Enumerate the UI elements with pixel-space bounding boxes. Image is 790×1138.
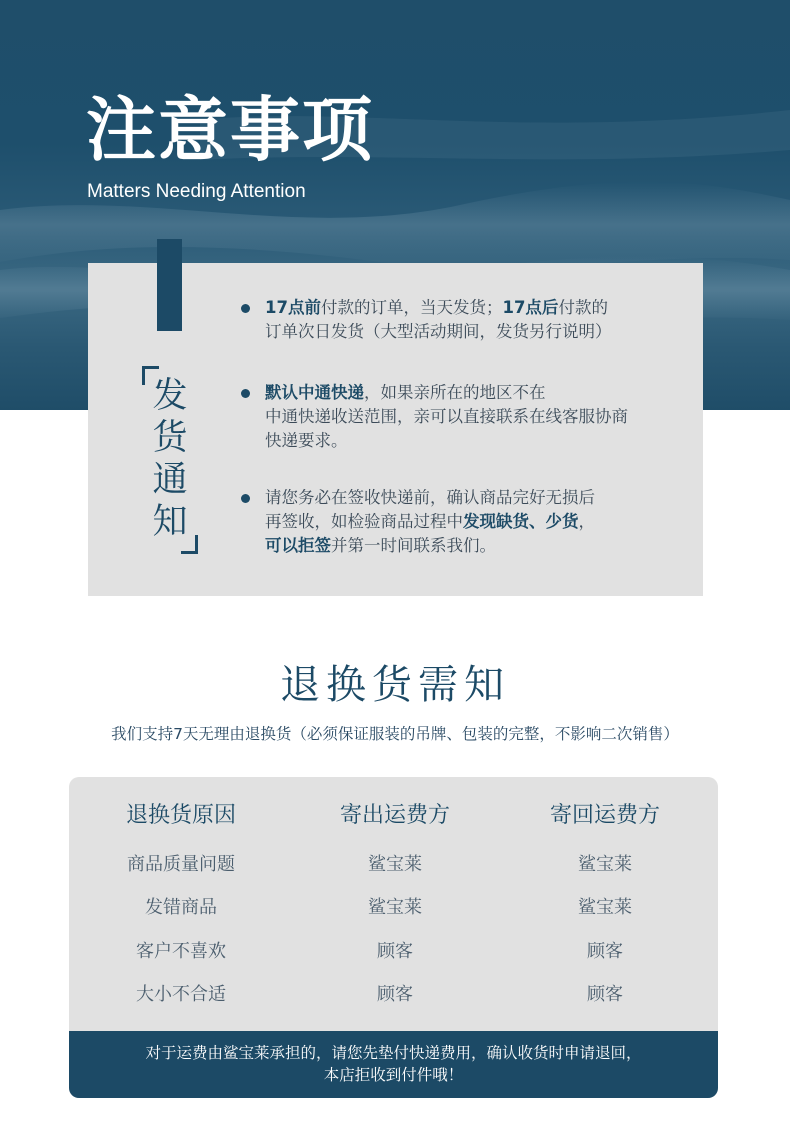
returns-title: 退换货需知 (280, 662, 510, 708)
returns-footer-note (69, 1031, 718, 1098)
notice-text-segment: 中通快递收送范围，亲可以直接联系在线客服协商 (265, 407, 628, 426)
table-cell: 大小不合适 (136, 984, 226, 1005)
page-title: 注意事项 (86, 89, 374, 171)
footer-line: 对于运费由鲨宝莱承担的，请您先垫付快递费用，确认收货时申请退回， (145, 1044, 642, 1062)
table-cell: 顾客 (377, 984, 413, 1005)
notice-text-segment: 再签收，如检验商品过程中 (265, 512, 463, 531)
notice-text-segment: ，如果亲所在的地区不在 (364, 383, 546, 402)
column-header: 寄出运费方 (339, 803, 450, 828)
notice-item (241, 381, 628, 453)
notice-text-segment: 并第一时间联系我们。 (331, 536, 496, 555)
table-cell: 顾客 (587, 941, 623, 962)
notice-text-segment: ， (578, 512, 595, 531)
table-cell: 鲨宝莱 (368, 897, 422, 918)
label-char: 货 (152, 418, 188, 458)
notice-line (265, 510, 595, 534)
bullet-dot-icon (241, 304, 250, 313)
notice-line (265, 534, 595, 558)
table-cell: 顾客 (377, 941, 413, 962)
column-header: 退换货原因 (125, 803, 236, 828)
label-char: 发 (152, 376, 188, 416)
bullet-dot-icon (241, 389, 250, 398)
notice-line (265, 405, 628, 429)
shipping-notice-label (150, 375, 190, 543)
notice-line (265, 296, 612, 320)
table-cell: 顾客 (587, 984, 623, 1005)
footer-line: 本店拒收到付件哦！ (323, 1066, 464, 1084)
bracket-bottom-right (181, 535, 198, 554)
notice-text-segment: 订单次日发货（大型活动期间，发货另行说明） (265, 322, 612, 341)
notice-text (265, 296, 612, 344)
label-char: 通 (152, 460, 188, 500)
table-cell: 鲨宝莱 (578, 897, 632, 918)
notice-text (265, 486, 595, 558)
page-subtitle: Matters Needing Attention (87, 181, 306, 202)
emphasis-text: 17点后 (502, 298, 559, 317)
notice-line (265, 381, 628, 405)
table-cell: 鲨宝莱 (368, 854, 422, 875)
emphasis-text: 可以拒签 (265, 536, 331, 555)
notice-text-segment: 快递要求。 (265, 431, 348, 450)
emphasis-text: 默认中通快递 (265, 383, 364, 402)
notice-text-segment: 请您务必在签收快递前，确认商品完好无损后 (265, 488, 595, 507)
returns-table (69, 777, 718, 1098)
bullet-dot-icon (241, 494, 250, 503)
notice-line (265, 320, 612, 344)
card-accent-tab (157, 239, 182, 331)
table-cell: 商品质量问题 (127, 854, 235, 875)
emphasis-text: 发现缺货、少货 (463, 512, 579, 531)
notice-line (265, 486, 595, 510)
notice-text (265, 381, 628, 453)
column-header: 寄回运费方 (549, 803, 660, 828)
table-cell: 发错商品 (145, 897, 217, 918)
shipping-notice-card (88, 263, 703, 596)
emphasis-text: 17点前 (265, 298, 321, 317)
notice-line (265, 429, 628, 453)
notice-text-segment: 付款的 (558, 298, 608, 317)
table-cell: 客户不喜欢 (136, 941, 226, 962)
notice-text-segment: 付款的订单，当天发货； (320, 298, 503, 317)
notice-item (241, 486, 595, 558)
returns-policy-note: 我们支持7天无理由退换货（必须保证服装的吊牌、包装的完整，不影响二次销售） (111, 725, 679, 743)
label-char: 知 (152, 502, 188, 542)
notice-item (241, 296, 612, 344)
table-cell: 鲨宝莱 (578, 854, 632, 875)
